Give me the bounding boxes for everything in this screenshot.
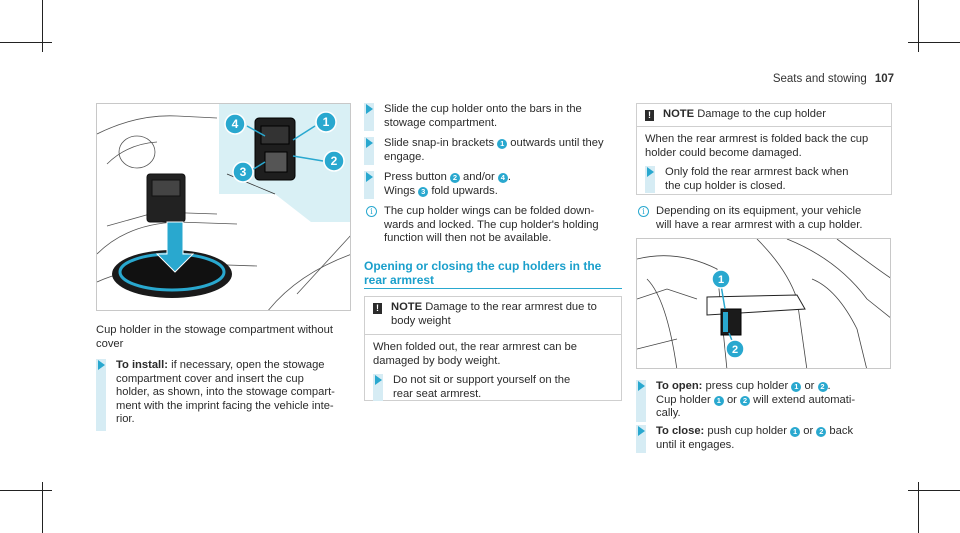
note-cupholder-damage: ! NOTE Damage to the cup holder When the rear armrest is folded back the cup holder could become damaged. Only fold the rear armrest back when the cup holder is closed. (636, 103, 892, 195)
callout-badge: 2 (816, 427, 826, 437)
callout-badge: 1 (714, 396, 724, 406)
crop-mark (42, 482, 43, 533)
crop-mark (918, 482, 919, 533)
step-close: To close: push cup holder 1 or 2 back until it engages. (636, 425, 892, 453)
step-install: To install: if necessary, open the stowage compartment cover and insert the cup holder, as shown, into the stowage compart- ment with the imprint facing the vehicle inte- rior. (96, 359, 354, 431)
step-arrow-icon (366, 138, 373, 148)
callout-3: 3 (239, 165, 247, 179)
step-press-button: Press button 2 and/or 4 . Wings 3 fold upwards. (364, 171, 622, 199)
callout-badge: 1 (497, 139, 507, 149)
note-title: NOTE (391, 301, 423, 313)
warning-icon: ! (645, 110, 654, 121)
figure-rear-armrest (636, 238, 891, 369)
callout-badge: 2 (818, 382, 828, 392)
step-arrow-icon (98, 360, 105, 370)
crop-mark (42, 0, 43, 52)
section-rule (364, 288, 622, 289)
step-arrow-icon (366, 172, 373, 182)
note-armrest-damage: ! NOTE Damage to the rear armrest due to body weight When folded out, the rear armrest can be damaged by body weight. Do not sit or support yourself on the rear seat armrest. (364, 296, 622, 401)
figure-caption: Cup holder in the stowage compartment without cover (96, 324, 333, 350)
step-snap-brackets: Slide snap-in brackets 1 outwards until they engage. (364, 137, 622, 165)
crop-mark (0, 42, 52, 43)
note-title: NOTE (663, 108, 695, 120)
info-wings: The cup holder wings can be folded down- wards and locked. The cup holder's holding function will then not be available. (384, 205, 599, 244)
step-open: To open: press cup holder 1 or 2 . Cup holder 1 or 2 will extend automati- cally. (636, 380, 892, 422)
callout-badge: 2 (740, 396, 750, 406)
step-slide-holder: Slide the cup holder onto the bars in the stowage compartment. (364, 103, 622, 131)
callout-badge: 2 (450, 173, 460, 183)
callout-2: 2 (330, 154, 338, 168)
step-label: To install: (116, 359, 168, 371)
crop-mark (0, 490, 52, 491)
step-arrow-icon (647, 167, 654, 177)
callout-4: 4 (231, 117, 239, 131)
callout-badge: 1 (791, 382, 801, 392)
section-title: Opening or closing the cup holders in the rear armrest (364, 259, 602, 287)
crop-mark (908, 490, 960, 491)
step-arrow-icon (638, 381, 645, 391)
stowage-illustration (97, 104, 351, 311)
warning-icon: ! (373, 303, 382, 314)
figure-stowage-cup-holder (96, 103, 351, 311)
step-arrow-icon (638, 426, 645, 436)
crop-mark (918, 0, 919, 52)
step-arrow-icon (375, 375, 382, 385)
page-header (773, 73, 894, 85)
step-arrow-icon (366, 104, 373, 114)
section-name: Seats and stowing (772, 73, 867, 85)
callout-badge: 3 (418, 187, 428, 197)
page-number: 107 (874, 73, 894, 85)
armrest-illustration (637, 239, 891, 369)
callout-1: 1 (322, 115, 330, 129)
callout-2: 2 (731, 344, 739, 356)
info-icon: i (366, 206, 377, 217)
callout-1: 1 (717, 274, 725, 286)
info-icon: i (638, 206, 649, 217)
callout-badge: 1 (790, 427, 800, 437)
callout-badge: 4 (498, 173, 508, 183)
info-equipment: Depending on its equipment, your vehicle will have a rear armrest with a cup holder. (656, 205, 863, 231)
crop-mark (908, 42, 960, 43)
